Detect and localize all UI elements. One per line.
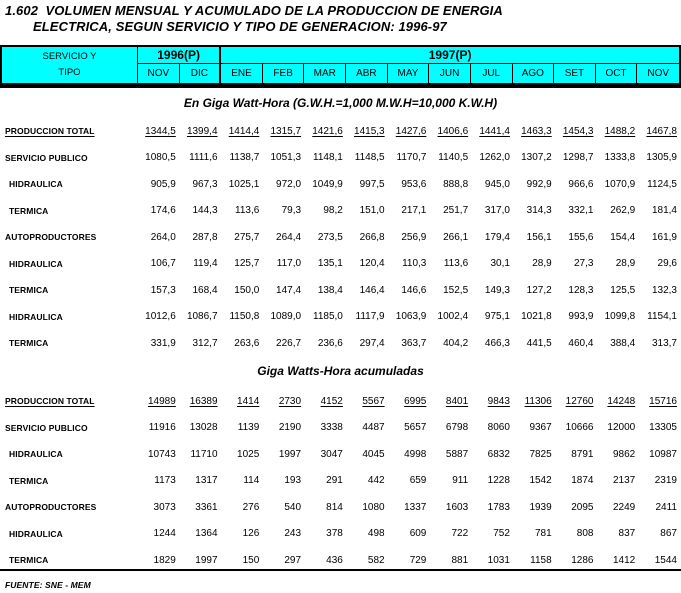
table-row (0, 118, 681, 145)
value-cell: 161,9 (651, 231, 677, 243)
value-cell: 1148,5 (354, 152, 385, 164)
value-cell: 1421,6 (312, 125, 343, 137)
value-cell: 154,4 (610, 231, 636, 243)
value-cell: 5887 (445, 448, 469, 460)
value-cell: 1406,6 (437, 125, 469, 137)
row-label: HIDRAULICA (9, 258, 63, 269)
value-cell: 582 (367, 554, 385, 566)
month-header-may-6: MAY (388, 64, 430, 83)
value-cell: 6798 (445, 422, 469, 434)
row-label: HIDRAULICA (9, 179, 63, 190)
value-cell: 256,9 (401, 231, 427, 243)
value-cell: 363,7 (401, 337, 427, 349)
value-cell: 1874 (571, 475, 594, 487)
value-cell: 1441,4 (479, 125, 510, 137)
value-cell: 29,6 (657, 258, 677, 270)
monthly-table-body (0, 118, 681, 357)
value-cell: 314,3 (526, 205, 552, 217)
value-cell: 1783 (487, 501, 510, 513)
value-cell: 881 (451, 554, 469, 566)
row-label: HIDRAULICA (9, 311, 63, 322)
value-cell: 5657 (404, 422, 427, 434)
value-cell: 1997 (195, 554, 218, 566)
value-cell: 1542 (529, 475, 552, 487)
value-cell: 114 (243, 475, 260, 487)
value-cell: 287,8 (192, 231, 218, 243)
value-cell: 752 (493, 528, 510, 540)
table-row (0, 277, 681, 304)
value-cell: 1173 (154, 475, 176, 487)
value-cell: 135,1 (317, 258, 343, 270)
value-cell: 1117,9 (355, 311, 385, 323)
value-cell: 312,7 (192, 337, 218, 349)
value-cell: 174,6 (150, 205, 176, 217)
table-row (0, 330, 681, 357)
row-label: SERVICIO PUBLICO (5, 152, 88, 163)
month-header-ago-9: AGO (513, 64, 555, 83)
value-cell: 1286 (571, 554, 594, 566)
value-cell: 1063,9 (395, 311, 427, 323)
row-label: SERVICIO PUBLICO (5, 422, 88, 433)
value-cell: 3361 (195, 501, 218, 513)
value-cell: 2730 (278, 395, 302, 407)
value-cell: 150 (242, 554, 260, 566)
value-cell: 1031 (487, 554, 510, 566)
month-header-jun-7: JUN (429, 64, 471, 83)
value-cell: 8401 (445, 395, 469, 407)
row-label: PRODUCCION TOTAL (5, 126, 95, 137)
value-cell: 1080 (362, 501, 385, 513)
page-title-line1: 1.602 VOLUMEN MENSUAL Y ACUMULADO DE LA PRODUCCION DE ENERGIA (5, 3, 503, 18)
table-row (0, 304, 681, 331)
month-header-feb-3: FEB (263, 64, 305, 83)
value-cell: 168,4 (192, 284, 218, 296)
value-cell: 1012,6 (145, 311, 176, 323)
month-header-mar-4: MAR (304, 64, 346, 83)
value-cell: 138,4 (317, 284, 343, 296)
value-cell: 1315,7 (270, 125, 302, 137)
value-cell: 1002,4 (437, 311, 469, 323)
table-row (0, 171, 681, 198)
value-cell: 1051,3 (270, 152, 302, 164)
value-cell: 113,6 (443, 258, 469, 270)
value-cell: 808 (576, 528, 594, 540)
value-cell: 125,5 (610, 284, 636, 296)
value-cell: 1140,5 (438, 152, 469, 164)
value-cell: 2095 (571, 501, 594, 513)
value-cell: 7825 (529, 448, 552, 460)
row-label: HIDRAULICA (9, 449, 63, 460)
value-cell: 14248 (607, 395, 636, 407)
value-cell: 157,3 (150, 284, 176, 296)
month-header-oct-11: OCT (596, 64, 638, 83)
value-cell: 264,0 (150, 231, 176, 243)
value-cell: 6995 (404, 395, 427, 407)
value-cell: 4152 (320, 395, 343, 407)
row-label: TERMICA (9, 205, 49, 216)
value-cell: 1228 (487, 475, 510, 487)
page-title-line2: ELECTRICA, SEGUN SERVICIO Y TIPO DE GENERACION: 1996-97 (33, 19, 447, 34)
header-servicio-tipo-cell (2, 47, 138, 83)
value-cell: 8791 (571, 448, 594, 460)
value-cell: 2137 (612, 475, 636, 487)
value-cell: 11916 (148, 422, 176, 434)
table-header (0, 45, 681, 88)
table-row (0, 198, 681, 225)
value-cell: 12000 (607, 422, 636, 434)
value-cell: 146,4 (359, 284, 385, 296)
value-cell: 11710 (190, 448, 218, 460)
value-cell: 11306 (524, 395, 552, 407)
value-cell: 911 (452, 475, 469, 487)
value-cell: 1170,7 (396, 152, 427, 164)
value-cell: 993,9 (568, 311, 594, 323)
value-cell: 5567 (362, 395, 385, 407)
value-cell: 1454,3 (562, 125, 594, 137)
value-cell: 3073 (153, 501, 176, 513)
section-accumulated-subtitle: Giga Watts-Hora acumuladas (257, 364, 424, 378)
value-cell: 2249 (612, 501, 636, 513)
value-cell: 722 (451, 528, 469, 540)
value-cell: 30,1 (490, 258, 510, 270)
value-cell: 106,7 (150, 258, 176, 270)
value-cell: 972,0 (276, 178, 302, 190)
accumulated-table-body (0, 388, 681, 574)
value-cell: 149,3 (484, 284, 510, 296)
table-row (0, 224, 681, 251)
value-cell: 441,5 (526, 337, 552, 349)
value-cell: 13305 (649, 422, 677, 434)
value-cell: 2319 (654, 475, 677, 487)
value-cell: 1305,9 (646, 152, 677, 164)
value-cell: 1337 (404, 501, 427, 513)
value-cell: 1111,6 (189, 152, 218, 164)
value-cell: 781 (535, 528, 552, 540)
value-cell: 273,5 (317, 231, 343, 243)
header-year-1997: 1997(P) (221, 47, 679, 64)
value-cell: 156,1 (526, 231, 552, 243)
value-cell: 117,0 (276, 258, 302, 270)
table-row (0, 441, 681, 468)
value-cell: 1997 (278, 448, 302, 460)
source-note: FUENTE: SNE - MEM (5, 580, 91, 590)
value-cell: 98,2 (323, 205, 343, 217)
value-cell: 388,4 (610, 337, 636, 349)
value-cell: 28,9 (532, 258, 552, 270)
value-cell: 1344,5 (145, 125, 176, 137)
value-cell: 266,1 (443, 231, 469, 243)
table-row (0, 415, 681, 442)
value-cell: 1427,6 (395, 125, 427, 137)
value-cell: 4998 (404, 448, 427, 460)
value-cell: 14989 (147, 395, 176, 407)
value-cell: 1185,0 (313, 311, 343, 323)
value-cell: 729 (409, 554, 427, 566)
value-cell: 1150,8 (229, 311, 260, 323)
value-cell: 1414 (237, 395, 260, 407)
value-cell: 151,0 (359, 205, 385, 217)
value-cell: 12760 (565, 395, 594, 407)
row-label: TERMICA (9, 285, 49, 296)
value-cell: 179,4 (484, 231, 510, 243)
value-cell: 1086,7 (186, 311, 218, 323)
value-cell: 126 (242, 528, 260, 540)
value-cell: 814 (326, 501, 343, 513)
value-cell: 331,9 (150, 337, 176, 349)
table-row (0, 388, 681, 415)
value-cell: 13028 (189, 422, 218, 434)
value-cell: 442 (367, 475, 385, 487)
month-header-abr-5: ABR (346, 64, 388, 83)
value-cell: 1025,1 (228, 178, 260, 190)
value-cell: 945,0 (484, 178, 510, 190)
value-cell: 243 (284, 528, 302, 540)
value-cell: 132,3 (651, 284, 677, 296)
value-cell: 540 (284, 501, 302, 513)
value-cell: 10743 (147, 448, 176, 460)
value-cell: 236,6 (317, 337, 343, 349)
section-monthly-subtitle: En Giga Watt-Hora (G.W.H.=1,000 M.W.H=10,000 K.W.H) (183, 96, 498, 110)
value-cell: 498 (367, 528, 385, 540)
value-cell: 1025 (237, 448, 260, 460)
value-cell: 332,1 (568, 205, 594, 217)
value-cell: 181,4 (651, 205, 677, 217)
value-cell: 609 (409, 528, 427, 540)
value-cell: 120,4 (359, 258, 385, 270)
value-cell: 28,9 (615, 258, 636, 270)
value-cell: 953,6 (401, 178, 427, 190)
value-cell: 1603 (445, 501, 469, 513)
value-cell: 967,3 (192, 178, 218, 190)
value-cell: 266,8 (359, 231, 385, 243)
value-cell: 226,7 (276, 337, 302, 349)
value-cell: 251,7 (443, 205, 469, 217)
value-cell: 79,3 (281, 205, 302, 217)
value-cell: 837 (618, 528, 636, 540)
table-row (0, 145, 681, 172)
row-label: TERMICA (9, 338, 49, 349)
value-cell: 404,2 (443, 337, 469, 349)
value-cell: 263,6 (234, 337, 260, 349)
value-cell: 113,6 (235, 205, 260, 217)
value-cell: 291 (326, 475, 343, 487)
value-cell: 1399,4 (186, 125, 218, 137)
value-cell: 4045 (362, 448, 385, 460)
value-cell: 888,8 (443, 178, 469, 190)
value-cell: 1089,0 (270, 311, 302, 323)
month-header-dic-1: DIC (180, 64, 222, 83)
value-cell: 1333,8 (604, 152, 636, 164)
value-cell: 997,5 (359, 178, 385, 190)
value-cell: 10987 (649, 448, 677, 460)
value-cell: 1049,9 (312, 178, 343, 190)
value-cell: 317,0 (484, 205, 510, 217)
value-cell: 1364 (195, 528, 218, 540)
month-header-jul-8: JUL (471, 64, 513, 83)
value-cell: 1298,7 (562, 152, 594, 164)
row-label: TERMICA (9, 555, 49, 566)
value-cell: 276 (242, 501, 260, 513)
header-servicio-label: SERVICIO Y (42, 51, 97, 62)
value-cell: 193 (284, 475, 302, 487)
table-row (0, 521, 681, 548)
value-cell: 659 (409, 475, 427, 487)
value-cell: 313,7 (651, 337, 677, 349)
value-cell: 262,9 (610, 205, 636, 217)
row-label: AUTOPRODUCTORES (5, 232, 97, 243)
row-label: PRODUCCION TOTAL (5, 396, 95, 407)
value-cell: 1488,2 (604, 125, 636, 137)
value-cell: 1154,1 (647, 311, 677, 323)
header-year-1996: 1996(P) (138, 47, 221, 64)
value-cell: 1139 (237, 422, 260, 434)
value-cell: 217,1 (401, 205, 427, 217)
value-cell: 110,3 (402, 258, 427, 270)
value-cell: 10666 (565, 422, 594, 434)
value-cell: 9843 (487, 395, 510, 407)
value-cell: 1829 (153, 554, 176, 566)
value-cell: 119,4 (193, 258, 218, 270)
value-cell: 15716 (649, 395, 677, 407)
value-cell: 146,6 (401, 284, 427, 296)
value-cell: 1021,8 (521, 311, 552, 323)
value-cell: 1544 (654, 554, 677, 566)
value-cell: 2190 (278, 422, 302, 434)
row-label: HIDRAULICA (9, 528, 63, 539)
month-header-nov-0: NOV (138, 64, 180, 83)
value-cell: 125,7 (234, 258, 260, 270)
row-label: AUTOPRODUCTORES (5, 502, 97, 513)
month-header-set-10: SET (554, 64, 596, 83)
value-cell: 275,7 (234, 231, 260, 243)
month-header-ene-2: ENE (221, 64, 263, 83)
value-cell: 378 (326, 528, 343, 540)
value-cell: 1415,3 (354, 125, 385, 137)
value-cell: 975,1 (484, 311, 510, 323)
value-cell: 992,9 (526, 178, 552, 190)
value-cell: 264,4 (276, 231, 302, 243)
value-cell: 1080,5 (145, 152, 176, 164)
value-cell: 9862 (612, 448, 636, 460)
value-cell: 1317 (195, 475, 218, 487)
value-cell: 2411 (655, 501, 677, 513)
value-cell: 1244 (153, 528, 176, 540)
value-cell: 8060 (487, 422, 510, 434)
header-tipo-label: TIPO (58, 66, 81, 78)
value-cell: 152,5 (443, 284, 469, 296)
table-row (0, 251, 681, 278)
value-cell: 1099,8 (604, 311, 636, 323)
table-row (0, 468, 681, 495)
value-cell: 127,2 (526, 284, 552, 296)
value-cell: 144,3 (192, 205, 218, 217)
value-cell: 466,3 (484, 337, 510, 349)
value-cell: 1467,8 (646, 125, 677, 137)
value-cell: 1148,1 (313, 152, 343, 164)
value-cell: 155,6 (568, 231, 594, 243)
value-cell: 1307,2 (521, 152, 552, 164)
value-cell: 905,9 (150, 178, 176, 190)
value-cell: 1158 (530, 554, 552, 566)
value-cell: 1124,5 (647, 178, 677, 190)
row-label: TERMICA (9, 475, 49, 486)
value-cell: 1414,4 (228, 125, 260, 137)
value-cell: 27,3 (573, 258, 594, 270)
value-cell: 16389 (189, 395, 218, 407)
table-row (0, 494, 681, 521)
value-cell: 1939 (529, 501, 552, 513)
value-cell: 297 (284, 554, 302, 566)
value-cell: 436 (326, 554, 343, 566)
value-cell: 1262,0 (479, 152, 510, 164)
value-cell: 966,6 (568, 178, 594, 190)
value-cell: 128,3 (568, 284, 594, 296)
value-cell: 3047 (320, 448, 343, 460)
value-cell: 9367 (529, 422, 552, 434)
value-cell: 1412 (612, 554, 636, 566)
value-cell: 6832 (487, 448, 510, 460)
value-cell: 150,0 (234, 284, 260, 296)
footer-rule (0, 569, 681, 571)
value-cell: 147,4 (276, 284, 302, 296)
value-cell: 4487 (362, 422, 385, 434)
value-cell: 3338 (320, 422, 343, 434)
value-cell: 1138,7 (229, 152, 260, 164)
month-header-nov-12: NOV (647, 67, 670, 79)
value-cell: 1070,9 (604, 178, 636, 190)
value-cell: 1463,3 (521, 125, 552, 137)
value-cell: 297,4 (359, 337, 385, 349)
value-cell: 867 (660, 528, 677, 540)
value-cell: 460,4 (568, 337, 594, 349)
